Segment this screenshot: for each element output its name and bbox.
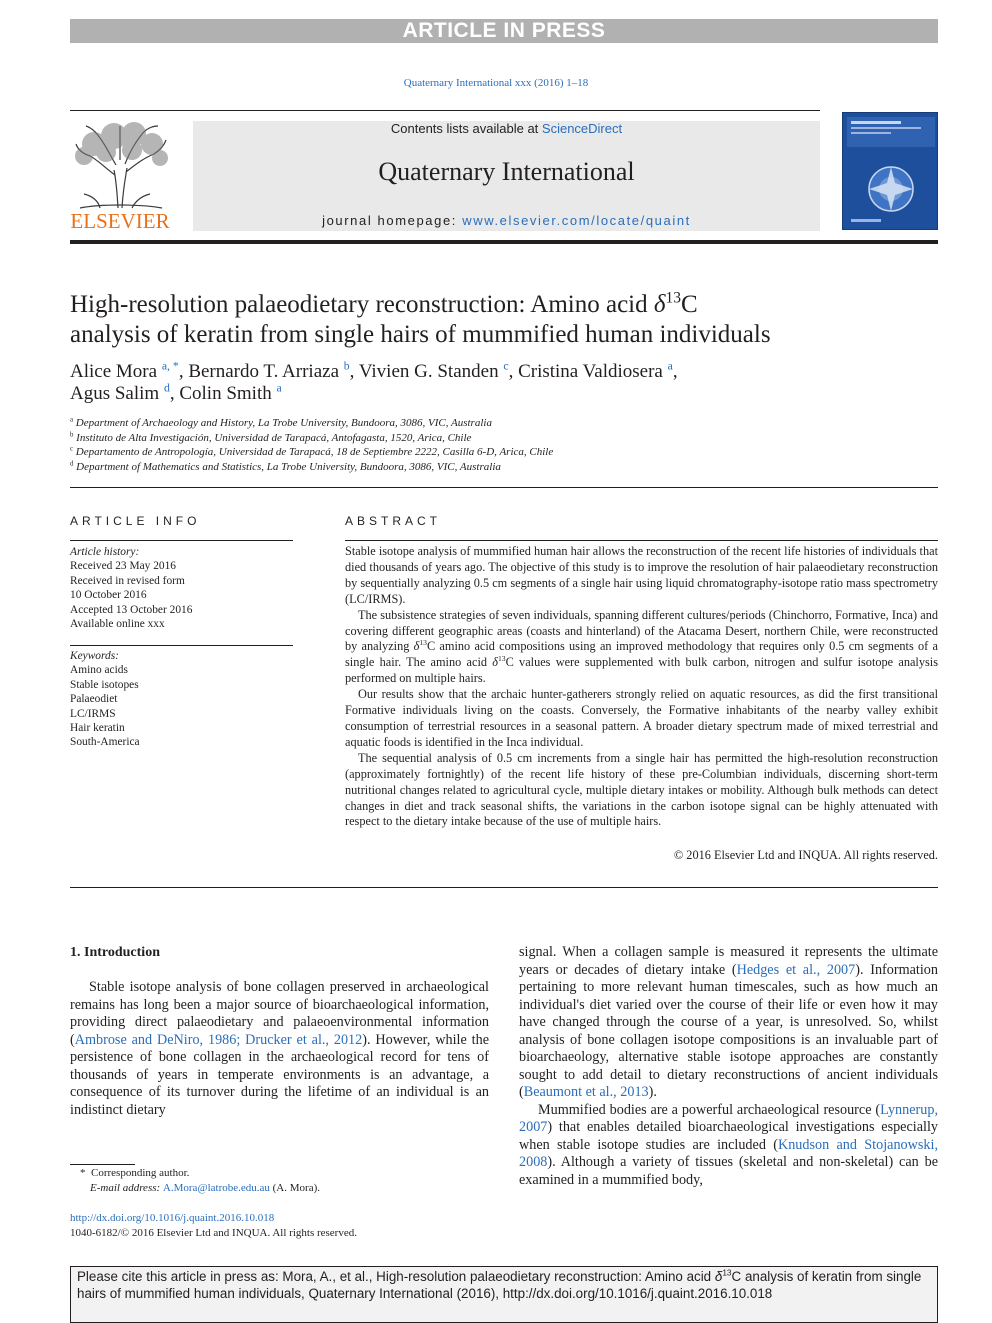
journal-header-box: [193, 121, 820, 231]
journal-title: Quaternary International: [378, 157, 635, 186]
title-line2: analysis of keratin from single hairs of mummified human individuals: [70, 321, 771, 348]
body-paragraph: [519, 1102, 938, 1190]
affiliation-list: [70, 416, 930, 474]
cite-text: Please cite this article in press as: Mora, A., et al., High-resolution palaeodietary reconstruction: Amino acid: [77, 1269, 715, 1284]
delta-symbol: δ: [413, 639, 420, 654]
article-title: [70, 290, 930, 350]
affiliation-key: b: [70, 430, 74, 438]
footnote-line: [70, 1166, 489, 1181]
abstract-rule: [345, 540, 938, 541]
author-separator: ,: [169, 383, 180, 404]
history-item: 10 October 2016: [70, 589, 147, 602]
affiliation-text: Department of Archaeology and History, La Trobe University, Bundoora, 3086, VIC, Australia: [75, 417, 492, 429]
article-info-rule: [70, 540, 293, 541]
history-item: Received 23 May 2016: [70, 560, 176, 573]
affiliation-text: Departamento de Antropología, Universidad de Tarapacá, 18 de Septiembre 2222, Casilla 6-D, Arica, Chile: [75, 446, 554, 458]
keyword-item: Amino acids: [70, 664, 128, 677]
author-name[interactable]: Agus Salim: [70, 383, 160, 404]
email-suffix: (A. Mora).: [269, 1182, 320, 1194]
body-text: ). However, while the persistence of bone collagen in the archaeological record for tens of thousands of years in temperate environments is an advantage, a consequence of its turnover during the lifetime of an individual is an indistinct dietary: [70, 1031, 489, 1118]
delta-symbol: δ: [492, 655, 498, 670]
isotope-superscript: 13: [497, 654, 506, 664]
body-column-right: [519, 944, 938, 1189]
body-text: signal. When a collagen sample is measured it represents the ultimate years or decades of dietary intake (: [519, 944, 938, 978]
abstract-paragraph: Our results show that the archaic hunter-gatherers strongly relied on aquatic resources, as did the first transitional Formative individuals living on the coasts. Conversely, the Formative inhabitants of the nearby valley exhibit consumption of terrestrial resources in a seasonal pattern. A broader dietary spectrum made of mixed terrestrial and aquatic foods is identified in the Inca individual.: [345, 687, 938, 749]
reference-link[interactable]: Knudson and Stojanowski, 2008: [519, 1136, 938, 1170]
cite-text: C analysis of keratin from single hairs of mummified human individuals, Quaternary International (2016), http://dx.doi.org/10.1016/j.quaint.2016.10.018: [77, 1269, 922, 1301]
abstract-body: [345, 544, 938, 830]
journal-cover-art-icon: [843, 113, 939, 231]
header-thick-rule: [70, 240, 938, 244]
article-history: [70, 545, 293, 631]
body-text: ). Although a variety of tissues (skeletal and non-skeletal) can be examined in a mummified body,: [519, 1154, 938, 1188]
email-link[interactable]: A.Mora@latrobe.edu.au: [162, 1182, 270, 1194]
body-text: ). Information pertaining to more relevant human timescales, such as how much an individual's diet varied over the course of their life or even how it may have changed through the course of a year, is unresolved. So, whilst analysis of bone collagen isotope compositions is an invaluable part of bioarchaeology, alternative stable isotope approaches are constantly sought to add detail to dietary reconstructions of ancient individuals (: [519, 961, 938, 1100]
footnote-corresponding: Corresponding author.: [91, 1167, 190, 1179]
body-text: ).: [648, 1084, 657, 1100]
body-column-left: [70, 979, 489, 1119]
history-item: Accepted 13 October 2016: [70, 603, 193, 616]
author-affiliation-marker[interactable]: b: [343, 359, 350, 373]
journal-homepage-line: [193, 213, 820, 229]
history-item: Available online xxx: [70, 618, 165, 631]
reference-link[interactable]: Beaumont et al., 2013: [523, 1084, 649, 1100]
keyword-list: [70, 649, 293, 750]
journal-cover-thumbnail[interactable]: [842, 112, 938, 230]
body-text: Stable isotope analysis of bone collagen preserved in archaeological remains has long been a major source of bioarchaeological information, providing direct palaeodietary and palaeoenvironmental information (: [70, 979, 489, 1048]
footnote-star: *: [80, 1167, 86, 1179]
author-affiliation-marker[interactable]: a: [667, 359, 673, 373]
homepage-prefix: journal homepage:: [322, 213, 463, 228]
author-list: [70, 361, 930, 405]
corresponding-author-footnote: [70, 1166, 489, 1196]
author-affiliation-marker[interactable]: c: [503, 359, 509, 373]
title-delta-symbol: δ: [653, 291, 666, 318]
isotope-superscript: 13: [722, 1267, 732, 1278]
affiliation-text: Instituto de Alta Investigación, Universidad de Tarapacá, Antofagasta, 1520, Arica, Chile: [76, 431, 472, 444]
footnote-email-line: [70, 1181, 489, 1196]
sciencedirect-link[interactable]: ScienceDirect: [541, 121, 623, 136]
author-name[interactable]: Alice Mora: [70, 361, 158, 382]
author-separator: ,: [672, 361, 678, 382]
author-separator: ,: [349, 361, 359, 382]
author-affiliation-marker[interactable]: a: [276, 381, 282, 395]
abstract-text: C values were supplemented with bulk carbon, nitrogen and sulfur isotope analysis performed on multiple hairs.: [345, 655, 938, 686]
affiliation-key: a: [70, 416, 74, 424]
keyword-item: LC/IRMS: [70, 707, 116, 720]
footnote-rule: [70, 1164, 135, 1165]
affiliation-item: [70, 460, 930, 475]
email-label: E-mail address:: [90, 1182, 163, 1194]
title-carbon: C: [681, 291, 698, 318]
keyword-item: Hair keratin: [70, 722, 125, 735]
title-isotope-superscript: 13: [665, 289, 681, 307]
body-rule: [70, 887, 938, 888]
abstract-text: The subsistence strategies of seven individuals, spanning different cultures/periods (Chinchorro, Formative, Inca) and covering different geographic areas (coasts and hinterland) of the Atacama Desert, northern Chile, were reconstructed by analyzing: [345, 607, 938, 654]
author-name[interactable]: Colin Smith: [179, 383, 272, 404]
keyword-item: Stable isotopes: [70, 678, 139, 691]
abstract-paragraph: Stable isotope analysis of mummified human hair allows the reconstruction of the recent life histories of individuals that died thousands of years ago. The objective of this study is to improve the resolution of hair palaeodietary reconstruction by sequentially analyzing 0.5 cm segments of a single hair using liquid chromatography-isotope ratio mass spectrometry (LC/IRMS).: [345, 544, 938, 606]
keyword-item: Palaeodiet: [70, 693, 118, 706]
elsevier-wordmark: ELSEVIER: [70, 209, 170, 233]
article-in-press-banner: ARTICLE IN PRESS: [70, 19, 938, 43]
abstract-text: C amino acid compositions using an improved methodology that requires only 0.5 cm segments of a single hair. The amino acid: [345, 639, 938, 670]
keyword-item: South-America: [70, 736, 140, 749]
issn-line: 1040-6182/© 2016 Elsevier Ltd and INQUA. All rights reserved.: [70, 1227, 357, 1239]
body-paragraph: [519, 944, 938, 1102]
affiliation-text: Department of Mathematics and Statistics, La Trobe University, Bundoora, 3086, VIC, Australia: [76, 460, 501, 473]
author-name[interactable]: Cristina Valdiosera: [518, 361, 663, 382]
reference-link[interactable]: Lynnerup, 2007: [519, 1101, 938, 1135]
affiliation-key: d: [70, 459, 74, 467]
elsevier-tree-icon: [70, 120, 170, 212]
affiliation-item: [70, 445, 930, 460]
body-text: Mummified bodies are a powerful archaeological resource (: [538, 1101, 881, 1118]
abstract-paragraph: [345, 608, 938, 688]
reference-link[interactable]: Ambrose and DeNiro, 1986; Drucker et al., 2012: [74, 1031, 363, 1048]
history-label: Article history:: [70, 546, 140, 558]
affiliation-key: c: [70, 445, 74, 453]
elsevier-logo[interactable]: [70, 120, 170, 232]
article-info-heading: ARTICLE INFO: [70, 514, 201, 528]
reference-link[interactable]: Hedges et al., 2007: [736, 961, 856, 978]
journal-homepage-link[interactable]: www.elsevier.com/locate/quaint: [462, 213, 691, 228]
contents-available-line: [193, 121, 820, 137]
delta-symbol: δ: [714, 1269, 723, 1284]
abstract-paragraph: The sequential analysis of 0.5 cm increments from a single hair has permitted the high-resolution reconstruction (approximately fortnightly) of the recent life history of these pre-Columbian individuals, discerning short-term nutritional changes related to agricultural cycle, multiple dietary intakes or mobility. Although bulk methods can detect changes in diet and track seasonal shifts, the variations in the carbon isotope signal can be highly attenuated with respect to the dietary intake because of the use of multiple hairs.: [345, 750, 938, 829]
doi-link[interactable]: http://dx.doi.org/10.1016/j.quaint.2016.10.018: [70, 1212, 275, 1224]
affiliation-item: [70, 431, 930, 446]
author-separator: ,: [178, 361, 189, 382]
keywords-rule: [70, 645, 293, 646]
abstract-heading: ABSTRACT: [345, 514, 442, 528]
cite-this-article-box: [70, 1266, 938, 1323]
author-affiliation-marker[interactable]: a, *: [161, 359, 179, 373]
contents-prefix: Contents lists available at: [390, 121, 542, 136]
history-item: Received in revised form: [70, 574, 185, 587]
author-name[interactable]: Vivien G. Standen: [358, 361, 499, 382]
copyright-notice: © 2016 Elsevier Ltd and INQUA. All rights reserved.: [673, 848, 938, 862]
section-rule: [70, 487, 938, 488]
introduction-heading: 1. Introduction: [70, 945, 160, 960]
journal-citation-link[interactable]: Quaternary International xxx (2016) 1–18: [403, 77, 589, 89]
title-line1: High-resolution palaeodietary reconstruction: Amino acid: [70, 291, 654, 318]
author-separator: ,: [508, 361, 519, 382]
body-text: ) that enables detailed bioarchaeological investigations especially when stable isotope studies are included (: [519, 1119, 938, 1153]
body-paragraph: [70, 979, 489, 1119]
isotope-superscript: 13: [419, 638, 427, 648]
doi-block: [70, 1211, 489, 1241]
author-affiliation-marker[interactable]: d: [163, 381, 170, 395]
keywords-label: Keywords:: [70, 650, 119, 662]
affiliation-item: [70, 416, 930, 431]
author-name[interactable]: Bernardo T. Arriaza: [188, 361, 340, 382]
header-rule: [70, 110, 820, 111]
